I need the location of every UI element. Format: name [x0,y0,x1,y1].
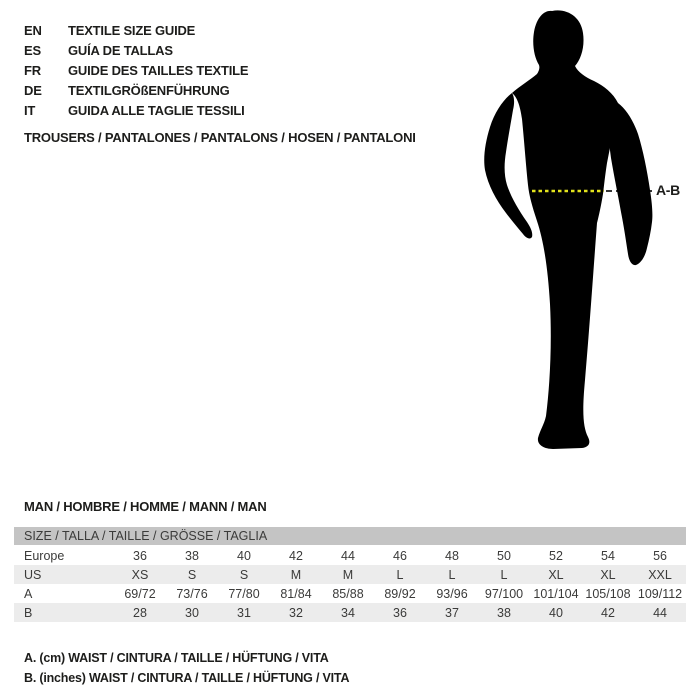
table-cell: L [500,567,508,582]
table-cell: 28 [133,605,147,620]
table-cell: XL [548,567,564,582]
table-cell: XL [600,567,616,582]
language-label: TEXTILE SIZE GUIDE [68,23,196,38]
table-cell: 40 [549,605,563,620]
table-cell: 30 [185,605,199,620]
table-cell: 32 [289,605,303,620]
measure-label: A-B [656,182,680,198]
footnote-b: B. (inches) WAIST / CINTURA / TAILLE / HÜFTUNG / VITA [24,671,350,685]
table-cell: 69/72 [124,586,156,601]
table-cell: 46 [393,548,407,563]
table-cell: 101/104 [533,586,579,601]
row-label: US [24,567,42,582]
category-title: TROUSERS / PANTALONES / PANTALONS / HOSEN / PANTALONI [24,130,416,145]
table-cell: 105/108 [585,586,631,601]
table-cell: 56 [653,548,667,563]
language-code: IT [24,103,36,118]
table-cell: L [396,567,404,582]
table-cell: 109/112 [637,586,683,601]
size-table [14,527,686,622]
table-row-b-inches [14,603,686,622]
language-code: DE [24,83,42,98]
table-cell: 44 [341,548,355,563]
table-cell: 93/96 [436,586,468,601]
language-label: GUÍA DE TALLAS [68,43,173,58]
table-cell: 36 [133,548,147,563]
table-cell: XXL [648,567,672,582]
table-cell: 73/76 [176,586,208,601]
language-code: ES [24,43,41,58]
footnotes [24,648,349,688]
row-label: Europe [24,548,65,563]
man-silhouette-right-arm [609,103,653,265]
row-label: B [24,605,33,620]
section-title: MAN / HOMBRE / HOMME / MANN / MAN [24,499,267,514]
table-row-us [14,565,686,584]
table-cell: S [187,567,197,582]
footnote-a: A. (cm) WAIST / CINTURA / TAILLE / HÜFTUNG / VITA [24,651,329,665]
table-cell: 44 [653,605,667,620]
table-cell: 97/100 [484,586,524,601]
table-cell: 85/88 [332,586,364,601]
language-label: TEXTILGRÖßENFÜHRUNG [68,83,230,98]
table-cell: 42 [289,548,303,563]
language-code: FR [24,63,41,78]
size-table-header: SIZE / TALLA / TAILLE / GRÖSSE / TAGLIA [14,527,686,546]
table-cell: M [290,567,302,582]
table-cell: 52 [549,548,563,563]
table-cell: 50 [497,548,511,563]
table-cell: 81/84 [280,586,312,601]
language-label: GUIDA ALLE TAGLIE TESSILI [68,103,245,118]
language-label: GUIDE DES TAILLES TEXTILE [68,63,249,78]
table-row-a-cm [14,584,686,603]
table-cell: 42 [601,605,615,620]
table-cell: 38 [185,548,199,563]
language-code: EN [24,23,42,38]
table-cell: L [448,567,456,582]
table-cell: 54 [601,548,615,563]
table-cell: 31 [237,605,251,620]
table-cell: 34 [341,605,355,620]
table-cell: S [239,567,249,582]
table-cell: 38 [497,605,511,620]
table-row-europe [14,546,686,566]
table-cell: 40 [237,548,251,563]
size-table-header-row [14,527,686,546]
table-cell: 37 [445,605,459,620]
table-cell: XS [131,567,149,582]
table-cell: 48 [445,548,459,563]
table-cell: 77/80 [228,586,260,601]
table-cell: 89/92 [384,586,416,601]
row-label: A [24,586,33,601]
table-cell: M [342,567,354,582]
table-cell: 36 [393,605,407,620]
